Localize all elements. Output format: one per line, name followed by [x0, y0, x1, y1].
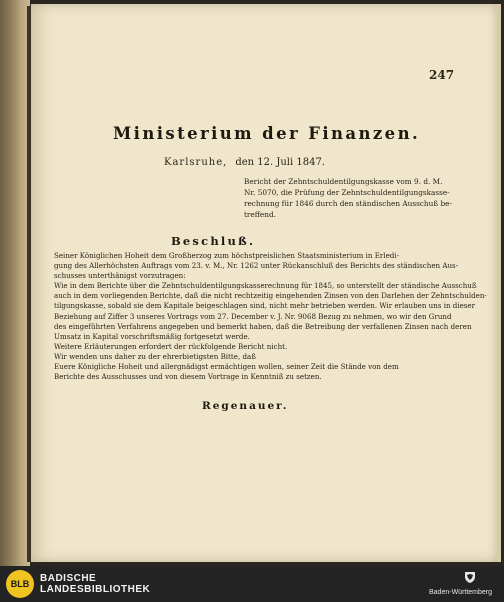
viewer-footer — [0, 566, 504, 602]
body-line: Beziehung auf Ziffer 3 unseres Vortrags vom 27. December v. J. Nr. 9068 Bezug zu nehmen, wo wir den Grund — [54, 311, 452, 321]
library-name-line: LANDESBIBLIOTHEK — [40, 584, 151, 595]
subject-block — [244, 177, 452, 221]
subject-line: rechnung für 1846 durch den ständischen Ausschuß be- — [244, 198, 452, 208]
body-line: Wir wenden uns daher zu der ehrerbietigsten Bitte, daß — [54, 351, 256, 361]
body-line: des eingeführten Verfahrens angegeben und bemerkt haben, daß die Betreibung der verfallenen Zinsen nach deren — [54, 321, 472, 331]
library-name-line: BADISCHE — [40, 573, 97, 584]
subject-line: treffend. — [244, 209, 276, 219]
dateline — [164, 157, 325, 168]
page-number: 247 — [429, 68, 455, 82]
page-edge — [497, 4, 501, 562]
dateline-place: Karlsruhe, — [164, 157, 228, 168]
body-line: gung des Allerhöchsten Auftrags vom 23. v. M., Nr. 1262 unter Rückanschluß des Berichts des ständischen Aus- — [54, 261, 459, 271]
signature: Regenauer. — [202, 400, 289, 412]
body-line: Weitere Erläuterungen erfordert der rückfolgende Bericht nicht. — [54, 341, 288, 351]
library-name[interactable] — [40, 573, 150, 595]
book-spine — [0, 0, 30, 566]
dateline-date: den 12. Juli 1847. — [235, 157, 325, 168]
body-line: auch in dem vorliegenden Berichte, daß die nicht rechtzeitig eingehenden Zinsen von den Darlehen der Zehntschulden- — [54, 291, 487, 301]
resolution-heading: Beschluß. — [171, 234, 256, 248]
body-line: tilgungskasse, sobald sie dem Kapitale beigeschlagen sind, nicht mehr betrieben werden. Wir erlauben uns in dieser — [54, 301, 476, 311]
body-line: Berichte des Ausschusses und von diesem Vortrage in Kenntniß zu setzen. — [54, 372, 322, 382]
body-line: Euere Königliche Hoheit und allergnädigst ermächtigen wollen, seiner Zeit die Stände von dem — [54, 362, 399, 372]
state-name[interactable]: Baden-Württemberg — [429, 589, 493, 596]
page-title: Ministerium der Finanzen. — [113, 124, 421, 143]
body-line: Wie in dem Berichte über die Zehntschuldentilgungskasserechnung für 1845, so unterstellt der ständische Ausschuß — [54, 281, 477, 291]
body-line: Seiner Königlichen Hoheit dem Großherzog zum höchstpreislichen Staatsministerium in Erledi- — [54, 251, 399, 260]
blb-logo-icon[interactable] — [6, 570, 34, 598]
body-text — [54, 251, 487, 382]
body-line: schusses unterthänigst vorzutragen: — [54, 271, 186, 281]
subject-line: Nr. 5070, die Prüfung der Zehntschuldentilgungskasse- — [244, 187, 450, 197]
logo-text: BLB — [10, 579, 30, 589]
body-line: Umsatz in Kapital vorschriftsmäßig fortgesetzt werde. — [54, 331, 250, 341]
baden-wuerttemberg-crest-icon — [463, 570, 477, 584]
subject-line: Bericht der Zehntschuldentilgungskasse vom 9. d. M. — [244, 177, 443, 186]
